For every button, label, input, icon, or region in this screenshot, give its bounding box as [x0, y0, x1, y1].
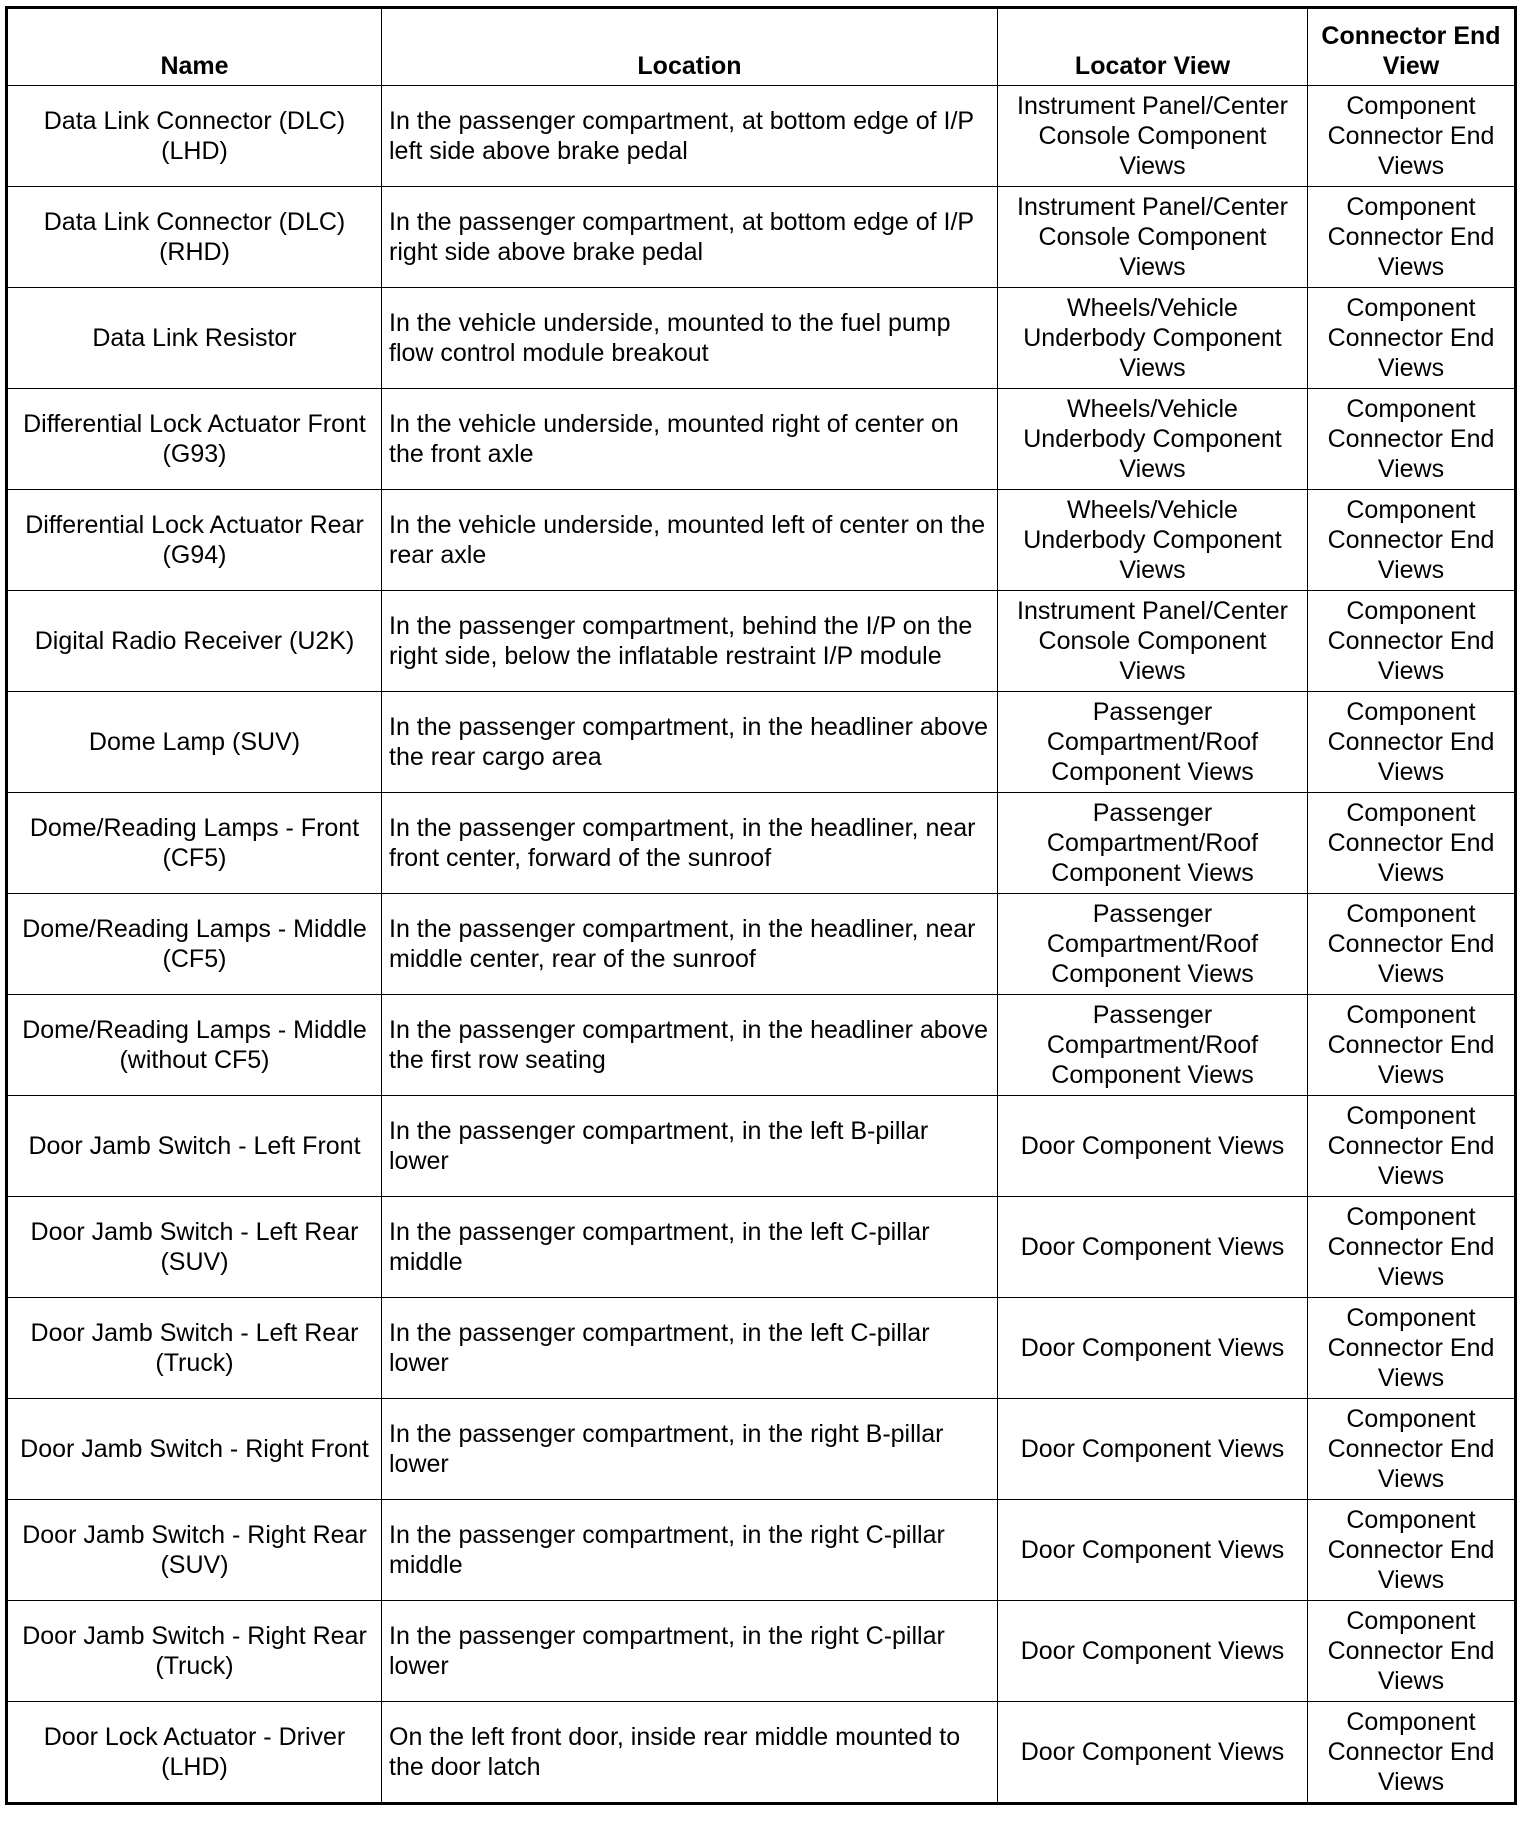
- cell-name: Door Jamb Switch - Right Front: [7, 1399, 382, 1500]
- cell-locator-view: Wheels/Vehicle Underbody Component Views: [998, 490, 1308, 591]
- table-row: [7, 1298, 1516, 1399]
- cell-connector-end-view: Component Connector End Views: [1308, 86, 1516, 187]
- cell-connector-end-view: Component Connector End Views: [1308, 1500, 1516, 1601]
- table-row: [7, 86, 1516, 187]
- cell-connector-end-view: Component Connector End Views: [1308, 490, 1516, 591]
- table-row: [7, 692, 1516, 793]
- cell-name: Dome Lamp (SUV): [7, 692, 382, 793]
- cell-connector-end-view: Component Connector End Views: [1308, 591, 1516, 692]
- cell-location: In the passenger compartment, in the left B-pillar lower: [382, 1096, 998, 1197]
- cell-locator-view: Passenger Compartment/Roof Component Views: [998, 692, 1308, 793]
- table-header: [7, 8, 1516, 86]
- cell-location: In the passenger compartment, at bottom edge of I/P left side above brake pedal: [382, 86, 998, 187]
- cell-name: Digital Radio Receiver (U2K): [7, 591, 382, 692]
- cell-name: Door Jamb Switch - Right Rear (SUV): [7, 1500, 382, 1601]
- cell-locator-view: Wheels/Vehicle Underbody Component Views: [998, 389, 1308, 490]
- cell-locator-view: Door Component Views: [998, 1298, 1308, 1399]
- cell-location: In the passenger compartment, in the headliner above the rear cargo area: [382, 692, 998, 793]
- cell-name: Data Link Connector (DLC) (RHD): [7, 187, 382, 288]
- cell-connector-end-view: Component Connector End Views: [1308, 288, 1516, 389]
- cell-connector-end-view: Component Connector End Views: [1308, 1399, 1516, 1500]
- cell-connector-end-view: Component Connector End Views: [1308, 1298, 1516, 1399]
- cell-locator-view: Passenger Compartment/Roof Component Views: [998, 894, 1308, 995]
- cell-location: On the left front door, inside rear middle mounted to the door latch: [382, 1702, 998, 1804]
- cell-connector-end-view: Component Connector End Views: [1308, 389, 1516, 490]
- cell-connector-end-view: Component Connector End Views: [1308, 692, 1516, 793]
- cell-connector-end-view: Component Connector End Views: [1308, 1601, 1516, 1702]
- table-row: [7, 288, 1516, 389]
- cell-name: Differential Lock Actuator Front (G93): [7, 389, 382, 490]
- cell-locator-view: Door Component Views: [998, 1601, 1308, 1702]
- table-row: [7, 1702, 1516, 1804]
- cell-connector-end-view: Component Connector End Views: [1308, 187, 1516, 288]
- cell-name: Dome/Reading Lamps - Middle (without CF5): [7, 995, 382, 1096]
- cell-locator-view: Door Component Views: [998, 1500, 1308, 1601]
- cell-name: Door Jamb Switch - Right Rear (Truck): [7, 1601, 382, 1702]
- cell-locator-view: Door Component Views: [998, 1399, 1308, 1500]
- cell-connector-end-view: Component Connector End Views: [1308, 1197, 1516, 1298]
- cell-location: In the passenger compartment, in the right C-pillar lower: [382, 1601, 998, 1702]
- table-row: [7, 793, 1516, 894]
- cell-location: In the passenger compartment, in the headliner above the first row seating: [382, 995, 998, 1096]
- table-row: [7, 1096, 1516, 1197]
- cell-locator-view: Passenger Compartment/Roof Component Views: [998, 793, 1308, 894]
- header-location: Location: [382, 8, 998, 86]
- table-row: [7, 187, 1516, 288]
- cell-connector-end-view: Component Connector End Views: [1308, 1702, 1516, 1804]
- table-row: [7, 1601, 1516, 1702]
- cell-connector-end-view: Component Connector End Views: [1308, 894, 1516, 995]
- table-row: [7, 995, 1516, 1096]
- cell-locator-view: Instrument Panel/Center Console Component Views: [998, 86, 1308, 187]
- cell-locator-view: Wheels/Vehicle Underbody Component Views: [998, 288, 1308, 389]
- cell-location: In the passenger compartment, in the right C-pillar middle: [382, 1500, 998, 1601]
- cell-location: In the passenger compartment, at bottom edge of I/P right side above brake pedal: [382, 187, 998, 288]
- component-locator-table: [5, 6, 1517, 1805]
- cell-name: Dome/Reading Lamps - Front (CF5): [7, 793, 382, 894]
- cell-connector-end-view: Component Connector End Views: [1308, 995, 1516, 1096]
- table-row: [7, 591, 1516, 692]
- cell-location: In the passenger compartment, in the left C-pillar middle: [382, 1197, 998, 1298]
- cell-locator-view: Instrument Panel/Center Console Component Views: [998, 591, 1308, 692]
- cell-locator-view: Door Component Views: [998, 1702, 1308, 1804]
- cell-location: In the vehicle underside, mounted right of center on the front axle: [382, 389, 998, 490]
- cell-locator-view: Passenger Compartment/Roof Component Views: [998, 995, 1308, 1096]
- header-connector-end-view: Connector End View: [1308, 8, 1516, 86]
- table-row: [7, 389, 1516, 490]
- header-name: Name: [7, 8, 382, 86]
- cell-location: In the passenger compartment, in the right B-pillar lower: [382, 1399, 998, 1500]
- cell-name: Data Link Connector (DLC) (LHD): [7, 86, 382, 187]
- cell-locator-view: Door Component Views: [998, 1096, 1308, 1197]
- cell-name: Dome/Reading Lamps - Middle (CF5): [7, 894, 382, 995]
- cell-name: Differential Lock Actuator Rear (G94): [7, 490, 382, 591]
- cell-name: Door Lock Actuator - Driver (LHD): [7, 1702, 382, 1804]
- cell-name: Data Link Resistor: [7, 288, 382, 389]
- cell-location: In the passenger compartment, behind the I/P on the right side, below the inflatable restraint I/P module: [382, 591, 998, 692]
- table-row: [7, 1399, 1516, 1500]
- cell-location: In the vehicle underside, mounted left of center on the rear axle: [382, 490, 998, 591]
- cell-location: In the vehicle underside, mounted to the fuel pump flow control module breakout: [382, 288, 998, 389]
- table-row: [7, 1197, 1516, 1298]
- cell-name: Door Jamb Switch - Left Rear (SUV): [7, 1197, 382, 1298]
- cell-connector-end-view: Component Connector End Views: [1308, 793, 1516, 894]
- cell-locator-view: Door Component Views: [998, 1197, 1308, 1298]
- header-locator-view: Locator View: [998, 8, 1308, 86]
- cell-location: In the passenger compartment, in the headliner, near front center, forward of the sunroof: [382, 793, 998, 894]
- cell-location: In the passenger compartment, in the left C-pillar lower: [382, 1298, 998, 1399]
- cell-location: In the passenger compartment, in the headliner, near middle center, rear of the sunroof: [382, 894, 998, 995]
- cell-name: Door Jamb Switch - Left Front: [7, 1096, 382, 1197]
- table-row: [7, 490, 1516, 591]
- cell-connector-end-view: Component Connector End Views: [1308, 1096, 1516, 1197]
- table-row: [7, 894, 1516, 995]
- cell-name: Door Jamb Switch - Left Rear (Truck): [7, 1298, 382, 1399]
- header-row: [7, 8, 1516, 86]
- table-body: [7, 86, 1516, 1804]
- cell-locator-view: Instrument Panel/Center Console Component Views: [998, 187, 1308, 288]
- table-row: [7, 1500, 1516, 1601]
